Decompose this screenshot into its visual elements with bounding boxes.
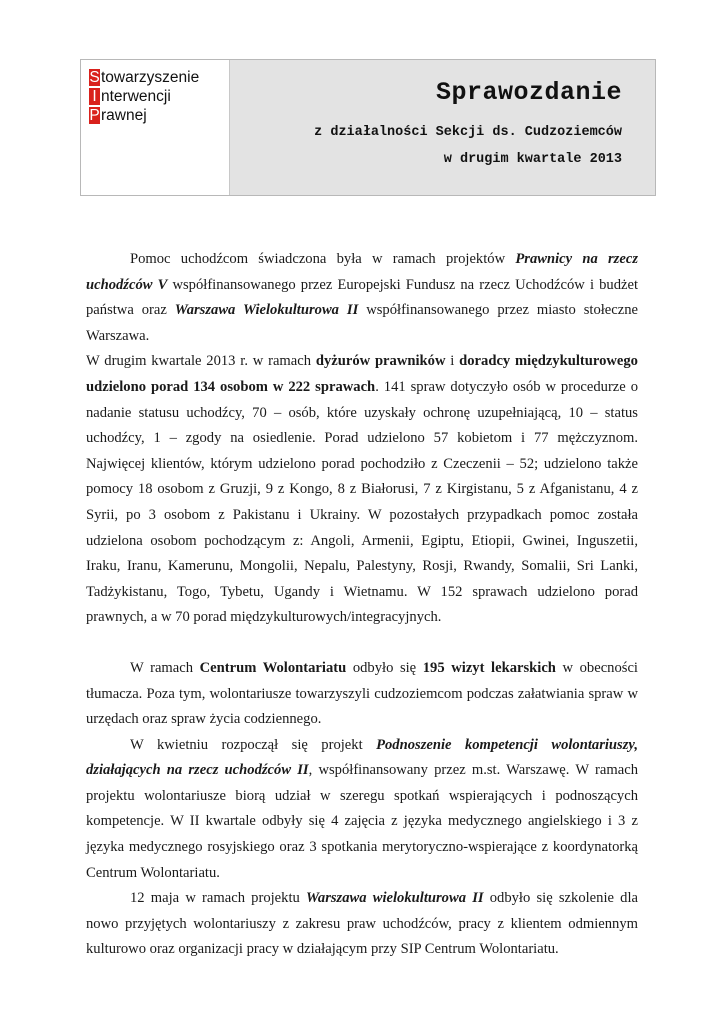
paragraph-volunteer-project — [86, 733, 638, 887]
bold-phrase: doradcy międzykulturowego udzielono porad 134 osobom w 222 sprawach — [86, 353, 638, 395]
project-name: Podnoszenie kompetencji wolontariuszy, działających na rzecz uchodźców II — [86, 736, 638, 779]
text-run: w obecności tłumacza. Poza tym, wolontariusze towarzyszyli cudzoziemcom podczas załatwiania spraw w urzędach oraz spraw życia codziennego. — [86, 659, 638, 728]
logo-initial: I — [89, 88, 100, 105]
project-name: Prawnicy na rzecz uchodźców V — [86, 251, 638, 293]
text-run: 12 maja w ramach projektu — [130, 890, 306, 907]
text-run: W ramach — [130, 659, 200, 676]
report-header — [80, 59, 656, 196]
logo-initial: P — [89, 107, 100, 124]
document-subtitle: z działalności Sekcji ds. Cudzoziemców — [314, 125, 622, 140]
text-run: odbyło się szkolenie dla nowo przyjętych wolontariuszy z zakresu praw uchodźców, pracy z klientem odmiennym kulturowo oraz organizacji pracy w działającym przy SIP Centrum Wolontariatu. — [86, 890, 638, 958]
text-run: W kwietniu rozpoczął się projekt — [130, 736, 377, 753]
logo-text: towarzyszenie — [101, 69, 200, 86]
paragraph-funding — [86, 247, 638, 349]
text-run: W drugim kwartale 2013 r. w ramach — [86, 353, 316, 370]
organization-logo — [89, 68, 199, 125]
logo-text: nterwencji — [101, 88, 171, 105]
bold-phrase: 195 wizyt lekarskich — [422, 659, 556, 676]
text-run: . 141 spraw dotyczyło osób w procedurze o nadanie statusu uchodźcy, 70 – osób, które uzyskały ochronę uzupełniającą, 10 – status uchodźcy, 1 – zgody na osiedlenie. Porad udzielono 57 kobietom i 77 mężczyznom. Najwięcej klientów, którym udzielono porad pochodziło z Czeczenii – 52; udzielono także pomocy 18 osobom z Gruzji, 9 z Kongo, 8 z Białorusi, 7 z Kirgistanu, 5 z Afganistanu, 4 z Syrii, po 3 osobom z Pakistanu i Ukrainy. W pozostałych przypadkach pomoc została udzielona osobom pochodzącym z: Angoli, Armenii, Egiptu, Etiopii, Gwinei, Inguszetii, Iraku, Iranu, Kamerunu, Mongolii, Nepalu, Palestyny, Rosji, Rwandy, Somalii, Sri Lanki, Tadżykistanu, Togo, Tybetu, Ugandy i Wietnamu. W 152 sprawach udzielono porad prawnych, a w 70 porad międzykulturowych/integracyjnych. — [86, 378, 639, 626]
logo-line — [89, 106, 199, 125]
paragraph-volunteer-center — [86, 656, 638, 733]
logo-cell — [81, 60, 229, 195]
paragraph-legal-advice — [86, 349, 638, 631]
text-run: odbyło się — [346, 659, 423, 676]
text-run: współfinansowanego przez Europejski Fundusz na rzecz Uchodźców i budżet państwa oraz — [86, 276, 639, 319]
logo-line — [89, 68, 199, 87]
text-run: i — [445, 353, 460, 370]
text-run: współfinansowanego przez miasto stołeczne Warszawa. — [86, 302, 639, 344]
title-cell — [229, 60, 655, 195]
document-title: Sprawozdanie — [435, 78, 622, 107]
logo-initial: S — [89, 69, 100, 86]
document-subtitle-period: w drugim kwartale 2013 — [443, 152, 622, 167]
report-body — [86, 247, 638, 963]
logo-text: rawnej — [101, 107, 147, 124]
logo-line — [89, 87, 199, 106]
paragraph-training — [86, 886, 638, 963]
project-name: Warszawa Wielokulturowa II — [174, 302, 359, 319]
text-run: Pomoc uchodźcom świadczona była w ramach projektów — [130, 251, 516, 267]
project-name: Warszawa wielokulturowa II — [306, 890, 484, 907]
text-run: , współfinansowany przez m.st. Warszawę. W ramach projektu wolontariusze biorą udział w szeregu spotkań wspierających i podnoszących kompetencje. W II kwartale odbyły się 4 zajęcia z języka medycznego angielskiego i 3 z języka medycznego rosyjskiego oraz 3 spotkania merytoryczno-wspierające z koordynatorką Centrum Wolontariatu. — [86, 762, 638, 881]
bold-phrase: dyżurów prawników — [315, 353, 446, 370]
bold-phrase: Centrum Wolontariatu — [199, 659, 347, 676]
